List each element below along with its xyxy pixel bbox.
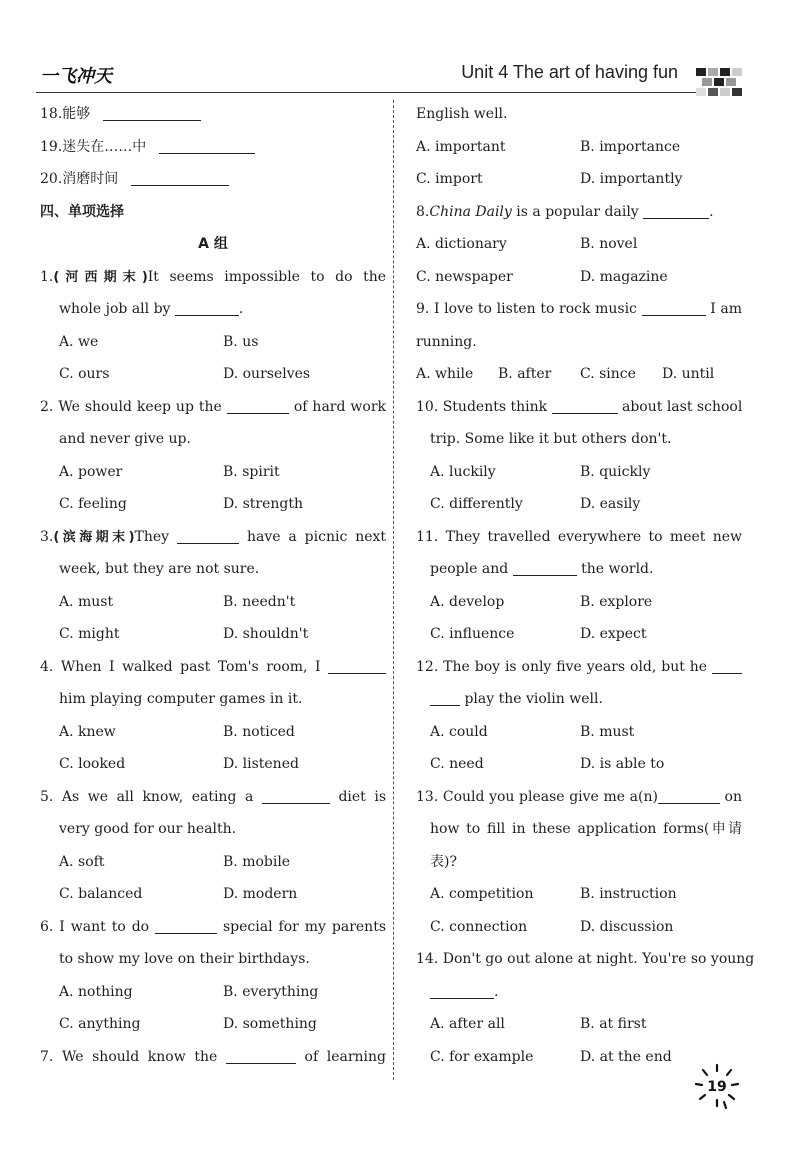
option-b[interactable]: B. at first [580,1016,647,1032]
question-14: 14. Don't go out alone at night. You're so young [416,951,755,967]
answer-blank[interactable] [159,139,255,154]
question-1: 1.(河西期末)It seems impossible to do the [40,268,386,285]
answer-blank[interactable] [262,789,330,804]
option-d[interactable]: D. shouldn't [223,626,309,642]
option-c[interactable]: C. feeling [59,496,127,512]
option-d[interactable]: D. is able to [580,756,665,772]
option-d[interactable]: D. listened [223,756,299,772]
option-a[interactable]: A. important [416,138,506,155]
option-a[interactable]: A. after all [430,1016,505,1032]
question-5: 5. As we all know, eating a diet is [40,788,387,805]
answer-blank[interactable] [226,1049,296,1064]
left-column: 18.能够 19.迷失在……中 20.消磨时间 四、单项选择 A 组 1.(河西期末)It seems impossible to do the whole job all by . A. we B. us C. ours D. ourselves 2. We should keep up the of hard work and never give up. A. power B. spirit C. feeling D. strength 3.(滨海期末)They have a picnic next week, but they are not sure. A. must B. needn't C. might D. shouldn't 4. When I walked past Tom's room, I him playing computer games in it. A. knew B. noticed C. looked D. listened 5. As we all know, eating a diet is very good for our health. A. soft B. mobile C. balanced D. modern 6. I want to do special for my parents to show my love on their birthdays. A. nothing B. everything C. anything D. something 7. We should know the of learning [40,98,386,1073]
answer-blank[interactable] [103,106,201,121]
option-a[interactable]: A. must [59,593,114,610]
option-c[interactable]: C. anything [59,1016,141,1032]
option-a[interactable]: A. knew [59,723,116,740]
unit-title: Unit 4 The art of having fun [461,62,678,82]
answer-blank[interactable] [513,561,577,576]
answer-blank[interactable] [658,789,720,804]
option-b[interactable]: B. must [580,723,635,740]
option-d[interactable]: D. discussion [580,918,674,935]
option-a[interactable]: A. we [59,333,99,350]
option-c[interactable]: C. import [416,171,483,187]
option-b[interactable]: B. explore [580,593,653,610]
source-tag: (河西期末) [53,269,148,285]
source-tag: (滨海期末) [53,529,135,545]
page-number-badge [690,1062,744,1112]
answer-blank[interactable] [155,919,217,934]
option-d[interactable]: D. ourselves [223,366,311,382]
option-b[interactable]: B. everything [223,983,319,1000]
brand-logo: 一飞冲天 [40,66,112,87]
option-d[interactable]: D. until [662,366,715,382]
option-c[interactable]: C. looked [59,756,126,772]
question-11: 11. They travelled everywhere to meet new [416,528,742,545]
option-a[interactable]: A. nothing [59,983,133,1000]
option-d[interactable]: D. strength [223,496,304,512]
option-a[interactable]: A. develop [430,593,505,610]
answer-blank[interactable] [430,984,494,999]
option-a[interactable]: A. could [430,723,488,740]
option-d[interactable]: D. importantly [580,171,683,187]
option-b[interactable]: B. needn't [223,593,296,610]
option-d[interactable]: D. modern [223,886,298,902]
section-title: 四、单项选择 [40,203,124,220]
question-7-continued: English well. [416,106,508,122]
option-d[interactable]: D. expect [580,626,647,642]
question-4: 4. When I walked past Tom's room, I [40,651,386,684]
option-d[interactable]: D. easily [580,496,641,512]
option-c[interactable]: C. balanced [59,886,143,902]
option-b[interactable]: B. quickly [580,463,651,480]
header-rule [36,92,696,93]
option-a[interactable]: A. dictionary [416,236,507,252]
question-7: 7. We should know the of learning [40,1048,387,1065]
question-12: 12. The boy is only five years old, but he [416,651,742,684]
answer-blank[interactable] [328,659,386,674]
option-c[interactable]: C. influence [430,626,515,642]
option-a[interactable]: A. luckily [430,463,496,480]
option-d[interactable]: D. magazine [580,268,668,285]
answer-blank[interactable] [643,204,709,219]
question-13: 13. Could you please give me a(n) on [416,788,742,805]
option-b[interactable]: B. novel [580,236,638,252]
answer-blank[interactable] [175,301,239,316]
answer-blank[interactable] [131,171,229,186]
group-title: A 组 [198,236,228,252]
option-a[interactable]: A. soft [59,853,105,870]
option-c[interactable]: C. differently [430,496,523,512]
column-divider [393,100,394,1080]
question-8: 8.China Daily is a popular daily . [416,203,714,220]
option-b[interactable]: B. mobile [223,853,291,870]
option-c[interactable]: C. since [580,366,636,382]
option-c[interactable]: C. connection [430,918,528,935]
option-c[interactable]: C. might [59,626,120,642]
option-b[interactable]: B. noticed [223,723,295,740]
right-column: English well. A. important B. importance C. import D. importantly 8.China Daily is a popular daily . A. dictionary B. novel C. newspaper D. magazine 9. I love to listen to rock music I am running. A. while B. after C. since D. until 10. Students think about last school trip. Some like it but others don't. A. luckily B. quickly C. differently D. easily 11. They travelled everywhere to meet new people and the world. A. develop B. explore C. influence D. expect 12. The boy is only five years old, but he play the violin well. A. could B. must C. need D. is able to 13. Could you please give me a(n) on how to fill in these application forms(申请 表)? A. competition B. instruction C. connection D. discussion 14. Don't go out alone at night. You're so young . A. after all B. at first C. for example D. at the end [416,98,742,1073]
answer-blank[interactable] [642,301,706,316]
question-10: 10. Students think about last school [416,398,743,415]
answer-blank[interactable] [227,399,289,414]
page-number: 19 [707,1079,727,1095]
option-b[interactable]: B. us [223,333,259,350]
checker-decoration [696,68,742,96]
phrase-20: 20.消磨时间 [40,163,386,196]
answer-blank[interactable] [430,691,460,706]
option-c[interactable]: C. need [430,756,484,772]
option-b[interactable]: B. importance [580,138,681,155]
phrase-18: 18.能够 [40,98,386,131]
page-header [36,58,742,98]
option-d[interactable]: D. at the end [580,1048,672,1065]
option-a[interactable]: A. competition [430,886,534,902]
option-c[interactable]: C. newspaper [416,268,513,285]
answer-blank[interactable] [712,659,742,674]
option-d[interactable]: D. something [223,1016,317,1032]
option-c[interactable]: C. ours [59,366,110,382]
question-2: 2. We should keep up the of hard work [40,398,387,415]
option-a[interactable]: A. power [59,463,123,480]
option-b[interactable]: B. instruction [580,886,677,902]
phrase-19: 19.迷失在……中 [40,131,386,164]
option-b[interactable]: B. after [498,366,552,382]
option-c[interactable]: C. for example [430,1048,534,1065]
answer-blank[interactable] [177,529,239,544]
option-b[interactable]: B. spirit [223,463,280,480]
question-9: 9. I love to listen to rock music I am [416,301,743,317]
option-a[interactable]: A. while [416,366,474,382]
answer-blank[interactable] [552,399,618,414]
question-6: 6. I want to do special for my parents [40,918,387,935]
question-3: 3.(滨海期末)They have a picnic next [40,528,387,545]
